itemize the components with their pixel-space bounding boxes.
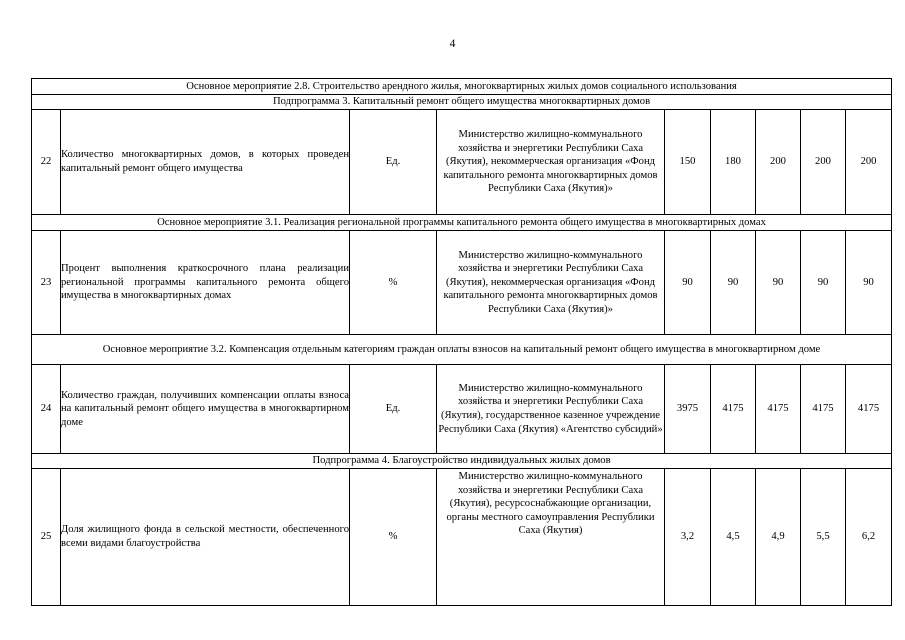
- subprogram-heading-row: [32, 454, 892, 469]
- indicator-value: 200: [801, 110, 846, 215]
- indicator-value: 4175: [711, 365, 756, 454]
- section-heading: Основное мероприятие 3.1. Реализация региональной программы капитального ремонта общего имущества в многоквартирных домах: [32, 215, 892, 231]
- table-row: [32, 110, 892, 215]
- unit-of-measure: Ед.: [350, 110, 437, 215]
- unit-of-measure: Ед.: [350, 365, 437, 454]
- indicator-value: 4,9: [756, 469, 801, 606]
- responsible-executor: Министерство жилищно-коммунального хозяйства и энергетики Республики Саха (Якутия), некоммерческая организация «Фонд капитального ремонта многоквартирных домов Республики Саха (Якутия)»: [437, 110, 665, 215]
- section-heading: Основное мероприятие 3.2. Компенсация отдельным категориям граждан оплаты взносов на капитальный ремонт общего имущества в многоквартирном доме: [32, 335, 892, 365]
- indicator-value: 90: [801, 231, 846, 335]
- row-number: 22: [32, 110, 61, 215]
- row-number: 24: [32, 365, 61, 454]
- indicator-value: 3975: [665, 365, 711, 454]
- indicator-name: Процент выполнения краткосрочного плана реализации региональной программы капитального ремонта общего имущества в многоквартирных домах: [61, 231, 350, 335]
- subprogram-heading-row: [32, 95, 892, 110]
- responsible-executor: Министерство жилищно-коммунального хозяйства и энергетики Республики Саха (Якутия), некоммерческая организация «Фонд капитального ремонта многоквартирных домов Республики Саха (Якутия)»: [437, 231, 665, 335]
- indicator-value: 90: [756, 231, 801, 335]
- indicator-name: Доля жилищного фонда в сельской местности, обеспеченного всеми видами благоустройства: [61, 469, 350, 606]
- table-row: [32, 231, 892, 335]
- section-heading-row: [32, 79, 892, 95]
- indicator-value: 4175: [846, 365, 892, 454]
- section-heading-row: [32, 215, 892, 231]
- responsible-executor: Министерство жилищно-коммунального хозяйства и энергетики Республики Саха (Якутия), ресурсоснабжающие организации, органы местного самоуправления Республики Саха (Якутия): [437, 469, 665, 606]
- indicator-value: 200: [846, 110, 892, 215]
- indicator-value: 3,2: [665, 469, 711, 606]
- section-heading-row: [32, 335, 892, 365]
- table-row: [32, 469, 892, 606]
- row-number: 25: [32, 469, 61, 606]
- unit-of-measure: %: [350, 231, 437, 335]
- indicator-value: 90: [665, 231, 711, 335]
- table-row: [32, 365, 892, 454]
- unit-of-measure: %: [350, 469, 437, 606]
- indicator-value: 4,5: [711, 469, 756, 606]
- indicator-value: 180: [711, 110, 756, 215]
- indicators-table: [31, 78, 892, 606]
- indicator-value: 150: [665, 110, 711, 215]
- section-heading: Основное мероприятие 2.8. Строительство арендного жилья, многоквартирных жилых домов социального использования: [32, 79, 892, 95]
- row-number: 23: [32, 231, 61, 335]
- indicator-value: 4175: [756, 365, 801, 454]
- indicator-value: 90: [711, 231, 756, 335]
- indicator-name: Количество многоквартирных домов, в которых проведен капитальный ремонт общего имущества: [61, 110, 350, 215]
- indicator-value: 6,2: [846, 469, 892, 606]
- section-heading: Подпрограмма 3. Капитальный ремонт общего имущества многоквартирных домов: [32, 95, 892, 110]
- indicator-value: 4175: [801, 365, 846, 454]
- indicator-name: Количество граждан, получивших компенсации оплаты взноса на капитальный ремонт общего имущества в многоквартирном доме: [61, 365, 350, 454]
- page-number: 4: [449, 38, 456, 50]
- section-heading: Подпрограмма 4. Благоустройство индивидуальных жилых домов: [32, 454, 892, 469]
- indicator-value: 90: [846, 231, 892, 335]
- indicator-value: 5,5: [801, 469, 846, 606]
- indicator-value: 200: [756, 110, 801, 215]
- responsible-executor: Министерство жилищно-коммунального хозяйства и энергетики Республики Саха (Якутия), государственное казенное учреждение Республики Саха (Якутия) «Агентство субсидий»: [437, 365, 665, 454]
